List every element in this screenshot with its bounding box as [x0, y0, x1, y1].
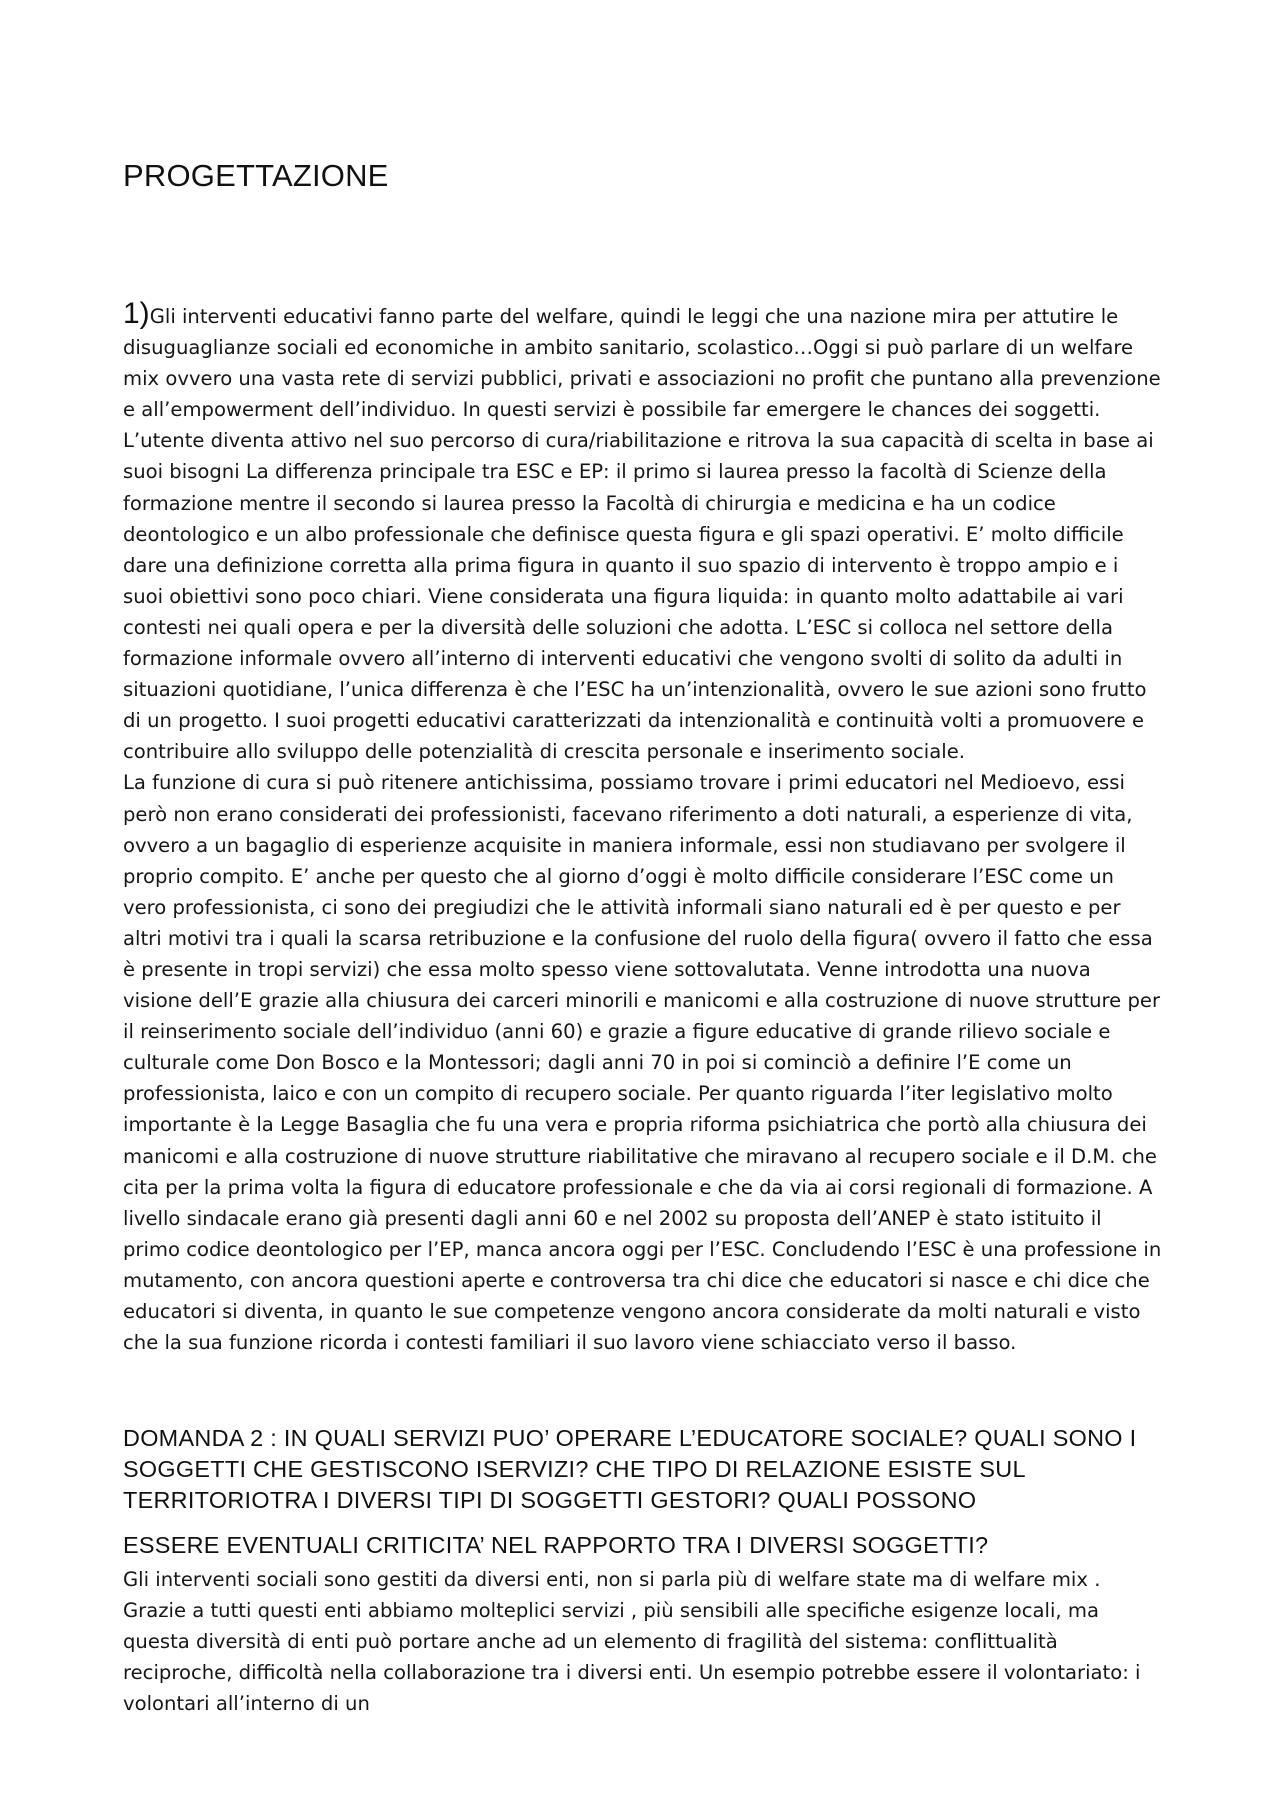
question-2-heading-last: ESSERE EVENTUALI CRITICITA’ NEL RAPPORTO TRA I DIVERSI SOGGETTI? [123, 1532, 989, 1558]
section-1 [123, 298, 1163, 1358]
question-2-heading [123, 1423, 1163, 1561]
section-1-paragraph-2: La funzione di cura si può ritenere antichissima, possiamo trovare i primi educatori nel Medioevo, essi però non erano considerati dei professionisti, facevano riferimento a doti naturali, a esperienze di vita, ovvero a un bagaglio di esperienze acquisite in maniera informale, essi non studiavano per svolgere il proprio compito. E’ anche per questo che al giorno d’oggi è molto difficile considerare l’ESC come un vero professionista, ci sono dei pregiudizi che le attività informali siano naturali ed è per questo e per altri motivi tra i quali la scarsa retribuzione e la confusione del ruolo della figura( ovvero il fatto che essa è presente in tropi servizi) che essa molto spesso viene sottovalutata. Venne introdotta una nuova visione dell’E grazie alla chiusura dei carceri minorili e manicomi e alla costruzione di nuove strutture per il reinserimento sociale dell’individuo (anni 60) e grazie a figure educative di grande rilievo sociale e culturale come Don Bosco e la Montessori; dagli anni 70 in poi si cominciò a definire l’E come un professionista, laico e con un compito di recupero sociale. Per quanto riguarda l’iter legislativo molto importante è la Legge Basaglia che fu una vera e propria riforma psichiatrica che portò alla chiusura dei manicomi e alla costruzione di nuove strutture riabilitative che miravano al recupero sociale e il D.M. che cita per la prima volta la figura di educatore professionale e che da via ai corsi regionali di formazione. A livello sindacale erano già presenti dagli anni 60 e nel 2002 su proposta dell’ANEP è stato istituito il primo codice deontologico per l’EP, manca ancora oggi per l’ESC. Concludendo l’ESC è una professione in mutamento, con ancora questioni aperte e controversa tra chi dice che educatori si nasce e chi dice che educatori si diventa, in quanto le sue competenze vengono ancora considerate da molti naturali e visto che la sua funzione ricorda i contesti familiari il suo lavoro viene schiacciato verso il basso. [123, 771, 1162, 1355]
question-2-heading-main: DOMANDA 2 : IN QUALI SERVIZI PUO’ OPERARE L’EDUCATORE SOCIALE? QUALI SONO I SOGGETTI CHE GESTISCONO ISERVIZI? CHE TIPO DI RELAZIONE ESISTE SUL TERRITORIOTRA I DIVERSI TIPI DI SOGGETTI GESTORI? QUALI POSSONO [123, 1425, 1137, 1513]
section-1-paragraph-1 [123, 298, 1163, 767]
document-title: PROGETTAZIONE [123, 158, 389, 193]
question-2-answer [123, 1564, 1163, 1719]
question-2-paragraph: Gli interventi sociali sono gestiti da diversi enti, non si parla più di welfare state ma di welfare mix . Grazie a tutti questi enti abbiamo molteplici servizi , più sensibili alle specifiche esigenze locali, ma questa diversità di enti può portare anche ad un elemento di fragilità del sistema: conflittualità reciproche, difficoltà nella collaborazione tra i diversi enti. Un esempio potrebbe essere il volontariato: i volontari all’interno di un [123, 1568, 1141, 1716]
section-1-paragraph-1-text: Gli interventi educativi fanno parte del welfare, quindi le leggi che una nazione mira per attutire le disuguaglianze sociali ed economiche in ambito sanitario, scolastico…Oggi si può parlare di un welfare mix ovvero una vasta rete di servizi pubblici, privati e associazioni no profit che puntano alla prevenzione e all’empowerment dell’individuo. In questi servizi è possibile far emergere le chances dei soggetti. L’utente diventa attivo nel suo percorso di cura/riabilitazione e ritrova la sua capacità di scelta in base ai suoi bisogni La differenza principale tra ESC e EP: il primo si laurea presso la facoltà di Scienze della formazione mentre il secondo si laurea presso la Facoltà di chirurgia e medicina e ha un codice deontologico e un albo professionale che definisce questa figura e gli spazi operativi. E’ molto difficile dare una definizione corretta alla prima figura in quanto il suo spazio di intervento è troppo ampio e i suoi obiettivi sono poco chiari. Viene considerata una figura liquida: in quanto molto adattabile ai vari contesti nei quali opera e per la diversità delle soluzioni che adotta. L’ESC si colloca nel settore della formazione informale ovvero all’interno di interventi educativi che vengono svolti di solito da adulti in situazioni quotidiane, l’unica differenza è che l’ESC ha un’intenzionalità, ovvero le sue azioni sono frutto di un progetto. I suoi progetti educativi caratterizzati da intenzionalità e continuità volti a promuovere e contribuire allo sviluppo delle potenzialità di crescita personale e inserimento sociale. [123, 305, 1161, 764]
section-number: 1) [123, 297, 150, 330]
